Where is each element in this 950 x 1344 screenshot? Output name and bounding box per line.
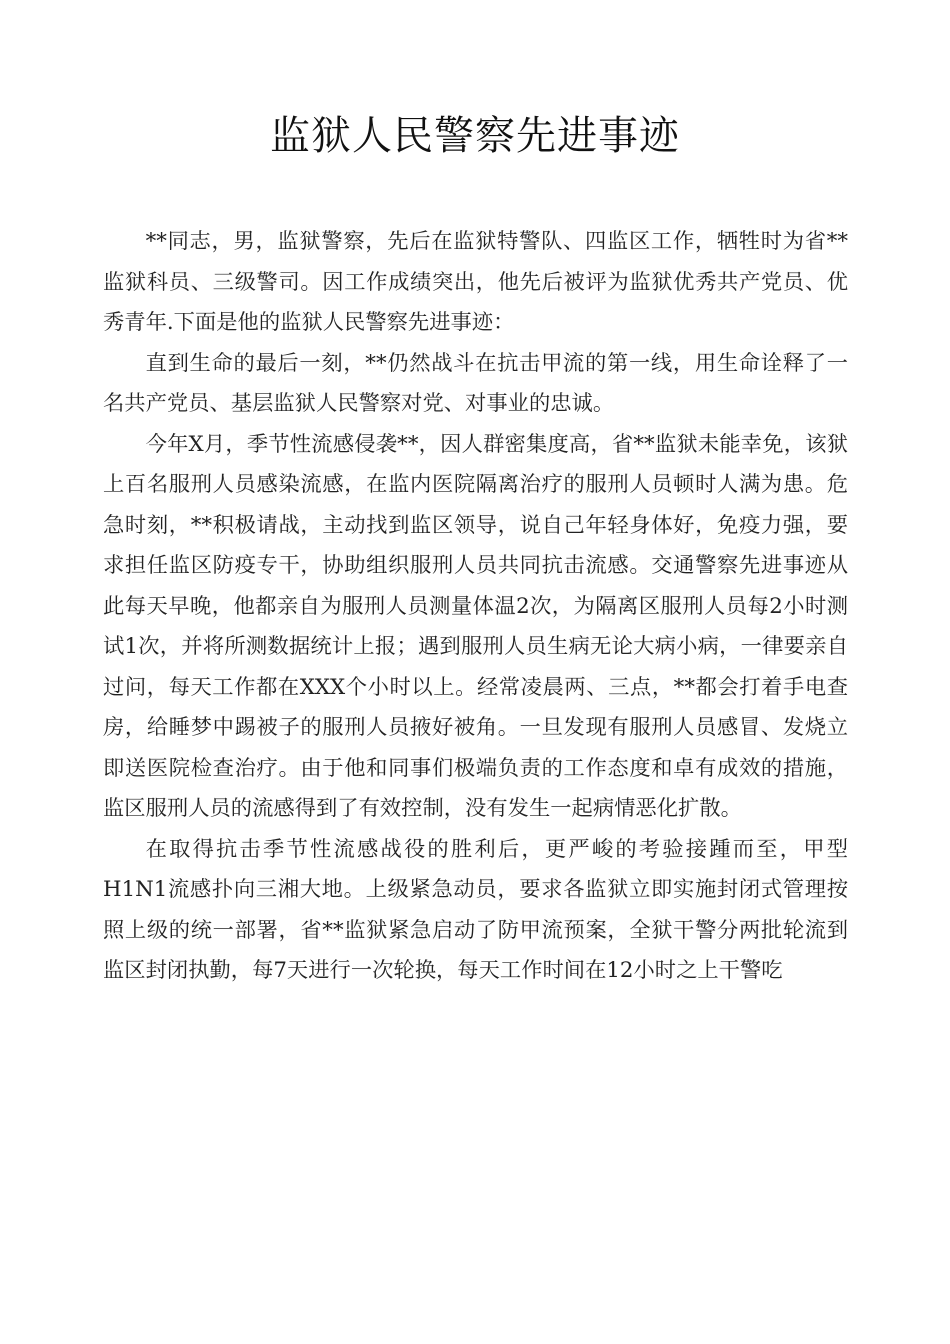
paragraph-2: 直到生命的最后一刻，**仍然战斗在抗击甲流的第一线，用生命诠释了一名共产党员、基层监狱人民警察对党、对事业的忠诚。 <box>103 350 848 416</box>
paragraph-1: **同志，男，监狱警察，先后在监狱特警队、四监区工作，牺牲时为省**监狱科员、三级警司。因工作成绩突出，他先后被评为监狱优秀共产党员、优秀青年.下面是他的监狱人民警察先进事迹： <box>103 229 848 335</box>
paragraph-4: 在取得抗击季节性流感战役的胜利后，更严峻的考验接踵而至，甲型H1N1流感扑向三湘大地。上级紧急动员，要求各监狱立即实施封闭式管理按照上级的统一部署，省**监狱紧急启动了防甲流预案，全狱干警分两批轮流到监区封闭执勤，每7天进行一次轮换，每天工作时间在12小时之上干警吃 <box>103 836 848 983</box>
paragraph-3: 今年X月，季节性流感侵袭**，因人群密集度高，省**监狱未能幸免，该狱上百名服刑人员感染流感，在监内医院隔离治疗的服刑人员顿时人满为患。危急时刻，**积极请战，主动找到监区领导，说自己年轻身体好，免疫力强，要求担任监区防疫专干，协助组织服刑人员共同抗击流感。交通警察先进事迹从此每天早晚，他都亲自为服刑人员测量体温2次，为隔离区服刑人员每2小时测试1次，并将所测数据统计上报；遇到服刑人员生病无论大病小病，一律要亲自过问，每天工作都在XXX个小时以上。经常凌晨两、三点，**都会打着手电查房，给睡梦中踢被子的服刑人员掖好被角。一旦发现有服刑人员感冒、发烧立即送医院检查治疗。由于他和同事们极端负责的工作态度和卓有成效的措施，监区服刑人员的流感得到了有效控制，没有发生一起病情恶化扩散。 <box>103 431 848 821</box>
document-body <box>103 222 848 992</box>
document-title: 监狱人民警察先进事迹 <box>270 113 680 159</box>
